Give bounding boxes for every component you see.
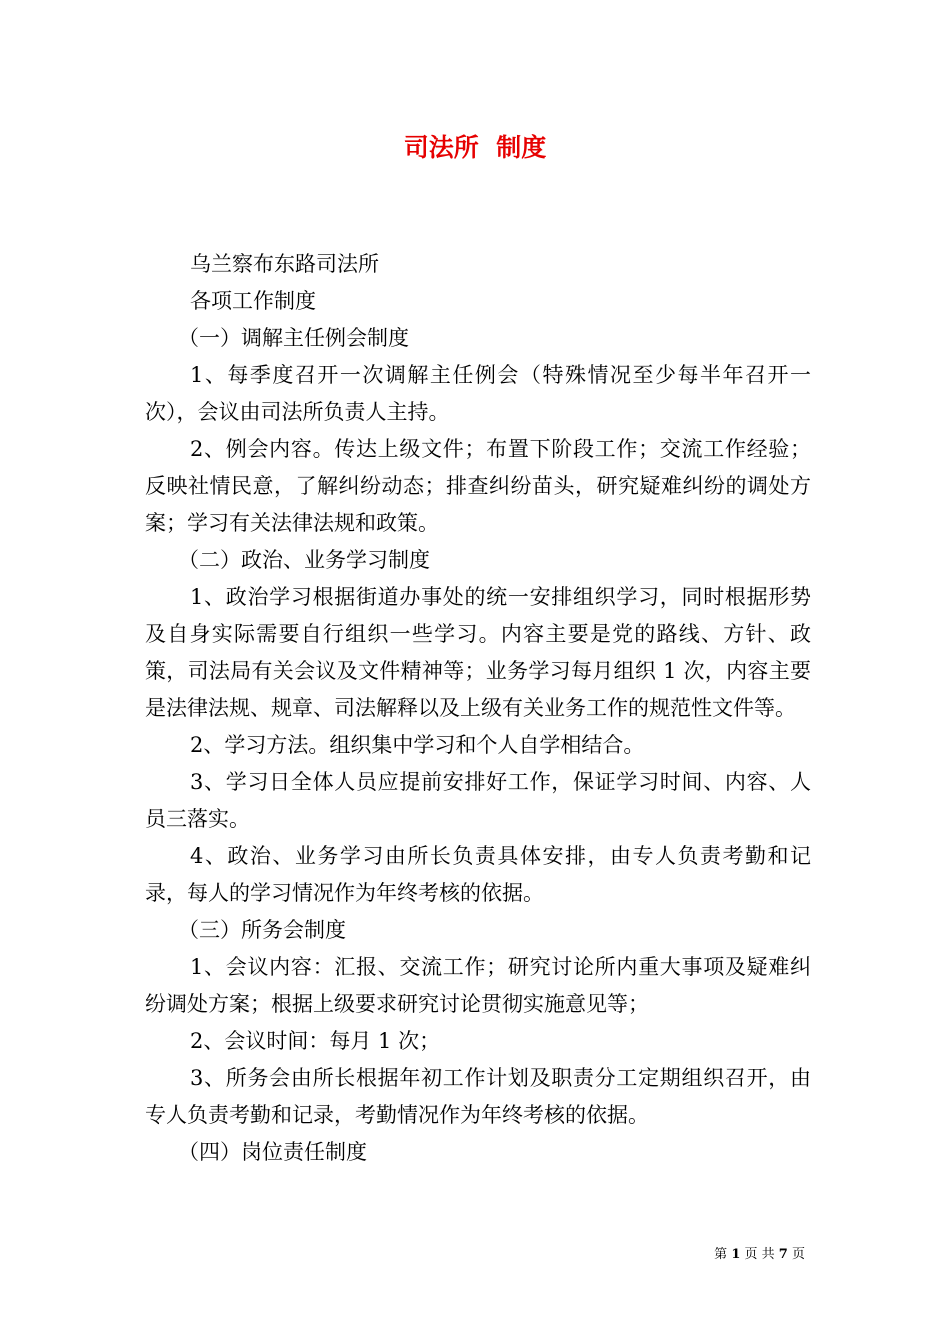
section-heading: （一）调解主任例会制度 <box>178 326 409 350</box>
paragraph: 2、学习方法。组织集中学习和个人自学相结合。 <box>190 733 645 757</box>
page-total: 7 <box>778 1247 788 1262</box>
footer-middle: 页 共 <box>744 1247 775 1262</box>
footer-prefix: 第 <box>714 1247 728 1262</box>
page-title: 司法所 制度 <box>403 133 547 162</box>
page-footer <box>714 1246 805 1264</box>
page-number: 1 <box>731 1247 741 1262</box>
paragraph: 4、政治、业务学习由所长负责具体安排，由专人负责考勤和记录，每人的学习情况作为年终考核的依据。 <box>145 844 811 905</box>
paragraph: 2、例会内容。传达上级文件；布置下阶段工作；交流工作经验；反映社情民意，了解纠纷动态；排查纠纷苗头，研究疑难纠纷的调处方案；学习有关法律法规和政策。 <box>145 437 811 535</box>
section-heading: （四）岗位责任制度 <box>178 1140 367 1164</box>
paragraph: 2、会议时间：每月 1 次； <box>190 1029 441 1053</box>
section-heading: （二）政治、业务学习制度 <box>178 548 430 572</box>
section-heading: （三）所务会制度 <box>178 918 346 942</box>
paragraph: 3、学习日全体人员应提前安排好工作，保证学习时间、内容、人员三落实。 <box>145 770 811 831</box>
footer-suffix: 页 <box>791 1247 805 1262</box>
paragraph: 1、会议内容：汇报、交流工作；研究讨论所内重大事项及疑难纠纷调处方案；根据上级要求研究讨论贯彻实施意见等； <box>145 955 811 1016</box>
paragraph: 1、每季度召开一次调解主任例会（特殊情况至少每半年召开一次），会议由司法所负责人主持。 <box>145 363 811 424</box>
document-body <box>145 246 811 1171</box>
paragraph: 3、所务会由所长根据年初工作计划及职责分工定期组织召开，由专人负责考勤和记录，考勤情况作为年终考核的依据。 <box>145 1066 811 1127</box>
paragraph: 1、政治学习根据街道办事处的统一安排组织学习，同时根据形势及自身实际需要自行组织一些学习。内容主要是党的路线、方针、政策，司法局有关会议及文件精神等；业务学习每月组织 1 次，内容主要是法律法规、规章、司法解释以及上级有关业务工作的规范性文件等。 <box>145 585 811 720</box>
paragraph: 乌兰察布东路司法所 <box>190 252 379 276</box>
paragraph: 各项工作制度 <box>190 289 316 313</box>
